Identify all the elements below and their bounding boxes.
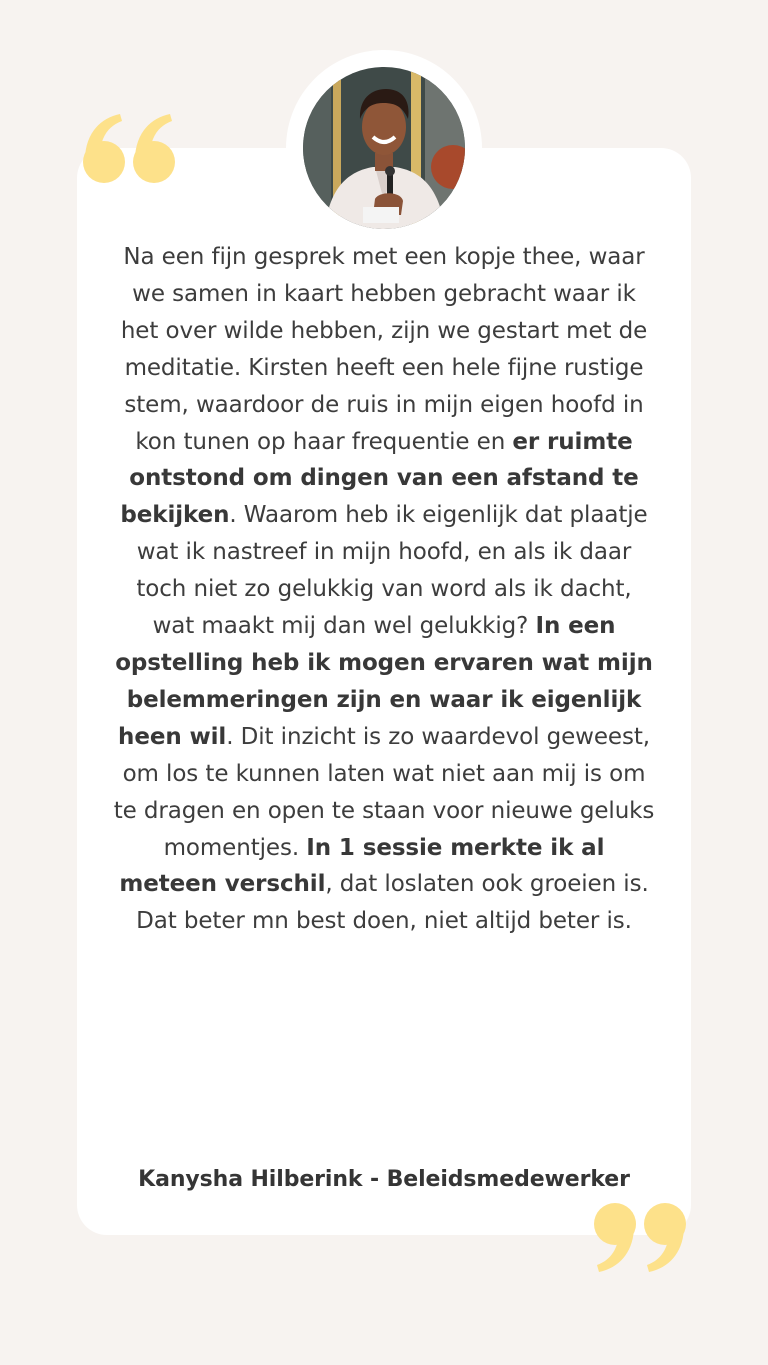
avatar-frame bbox=[286, 50, 482, 246]
quote-text-segment: . Dit inzicht is zo waardevol geweest, om los te kunnen laten wat niet aan mij is om te dragen en open te staan voor nieuwe geluks momentjes. bbox=[113, 723, 655, 861]
quote-text-segment: . Waarom heb ik eigenlijk dat plaatje wat ik nastreef in mijn hoofd, en als ik daar toch niet zo gelukkig van word als ik dacht, wat maakt mij dan wel gelukkig? bbox=[136, 502, 648, 640]
testimonial-author: Kanysha Hilberink - Beleidsmedewerker bbox=[138, 1167, 630, 1192]
double-quote-close-icon bbox=[589, 1200, 689, 1274]
quote-text-segment: , dat loslaten ook groeien is. Dat beter mn best doen, niet altijd beter is. bbox=[136, 871, 649, 935]
double-quote-open-icon bbox=[80, 112, 180, 186]
quote-highlight: er ruimte ontstond om dingen van een afstand te bekijken bbox=[120, 428, 639, 529]
quote-text-segment: Na een fijn gesprek met een kopje thee, waar we samen in kaart hebben gebracht waar ik het over wilde hebben, zijn we gestart met de meditatie. Kirsten heeft een hele fijne rustige stem, waardoor de ruis in mijn eigen hoofd in kon tunen op haar frequentie en bbox=[120, 244, 648, 455]
avatar bbox=[303, 67, 465, 229]
quote-highlight: In een opstelling heb ik mogen ervaren wat mijn belemmeringen zijn en waar ik eigenlijk heen wil bbox=[115, 613, 653, 750]
testimonial-quote bbox=[112, 239, 656, 940]
quote-highlight: In 1 sessie merkte ik al meteen verschil bbox=[119, 834, 605, 898]
